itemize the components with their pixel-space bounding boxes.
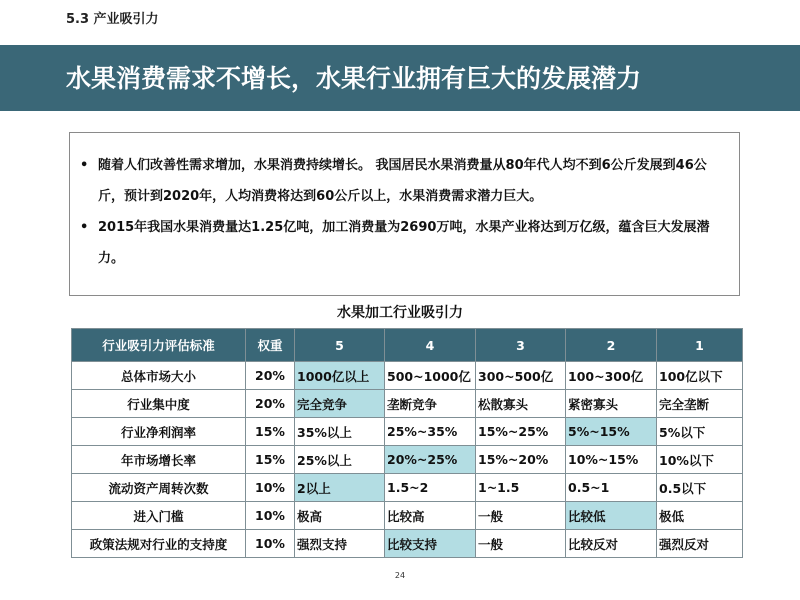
score-4-cell: 垄断竞争 bbox=[385, 390, 476, 418]
score-2-cell: 100~300亿 bbox=[566, 362, 657, 390]
criteria-cell: 政策法规对行业的支持度 bbox=[72, 530, 246, 558]
criteria-cell: 年市场增长率 bbox=[72, 446, 246, 474]
weight-cell: 15% bbox=[246, 418, 295, 446]
bullet-item bbox=[80, 212, 731, 274]
weight-cell: 10% bbox=[246, 502, 295, 530]
score-5-cell: 2以上 bbox=[295, 474, 385, 502]
score-3-cell: 300~500亿 bbox=[476, 362, 566, 390]
attractiveness-table bbox=[71, 328, 743, 558]
score-5-cell: 25%以上 bbox=[295, 446, 385, 474]
header-score-1: 1 bbox=[657, 329, 743, 362]
table-row bbox=[72, 474, 743, 502]
bullet-dot-icon: • bbox=[80, 220, 89, 235]
score-5-cell: 极高 bbox=[295, 502, 385, 530]
weight-cell: 20% bbox=[246, 362, 295, 390]
score-2-cell: 0.5~1 bbox=[566, 474, 657, 502]
criteria-cell: 流动资产周转次数 bbox=[72, 474, 246, 502]
score-2-cell: 10%~15% bbox=[566, 446, 657, 474]
header-score-4: 4 bbox=[385, 329, 476, 362]
header-criteria: 行业吸引力评估标准 bbox=[72, 329, 246, 362]
score-1-cell: 100亿以下 bbox=[657, 362, 743, 390]
score-4-cell: 20%~25% bbox=[385, 446, 476, 474]
score-3-cell: 15%~25% bbox=[476, 418, 566, 446]
bullet-text: 2015年我国水果消费量达1.25亿吨，加工消费量为2690万吨，水果产业将达到万亿级，蕴含巨大发展潜力。 bbox=[98, 220, 710, 266]
score-3-cell: 一般 bbox=[476, 530, 566, 558]
header-weight: 权重 bbox=[246, 329, 295, 362]
table-row bbox=[72, 502, 743, 530]
weight-cell: 10% bbox=[246, 474, 295, 502]
score-4-cell: 500~1000亿 bbox=[385, 362, 476, 390]
weight-cell: 10% bbox=[246, 530, 295, 558]
score-1-cell: 强烈反对 bbox=[657, 530, 743, 558]
table-row bbox=[72, 530, 743, 558]
bullet-box bbox=[69, 132, 740, 296]
table-title: 水果加工行业吸引力 bbox=[337, 305, 463, 321]
score-1-cell: 0.5以下 bbox=[657, 474, 743, 502]
score-1-cell: 极低 bbox=[657, 502, 743, 530]
weight-cell: 15% bbox=[246, 446, 295, 474]
score-1-cell: 完全垄断 bbox=[657, 390, 743, 418]
bullet-dot-icon: • bbox=[80, 158, 89, 173]
score-4-cell: 比较支持 bbox=[385, 530, 476, 558]
score-3-cell: 1~1.5 bbox=[476, 474, 566, 502]
score-5-cell: 35%以上 bbox=[295, 418, 385, 446]
table-row bbox=[72, 418, 743, 446]
score-1-cell: 10%以下 bbox=[657, 446, 743, 474]
criteria-cell: 总体市场大小 bbox=[72, 362, 246, 390]
score-1-cell: 5%以下 bbox=[657, 418, 743, 446]
page-number: 24 bbox=[394, 571, 406, 580]
slide-title: 水果消费需求不增长，水果行业拥有巨大的发展潜力 bbox=[66, 64, 642, 93]
table-row bbox=[72, 362, 743, 390]
score-2-cell: 5%~15% bbox=[566, 418, 657, 446]
score-3-cell: 松散寡头 bbox=[476, 390, 566, 418]
table-header-row bbox=[72, 329, 743, 362]
table-row bbox=[72, 390, 743, 418]
score-2-cell: 紧密寡头 bbox=[566, 390, 657, 418]
score-2-cell: 比较反对 bbox=[566, 530, 657, 558]
header-score-2: 2 bbox=[566, 329, 657, 362]
header-score-5: 5 bbox=[295, 329, 385, 362]
score-4-cell: 25%~35% bbox=[385, 418, 476, 446]
bullet-text: 随着人们改善性需求增加，水果消费持续增长。 我国居民水果消费量从80年代人均不到6公斤发展到46公斤，预计到2020年，人均消费将达到60公斤以上，水果消费需求潜力巨大。 bbox=[98, 158, 707, 204]
score-5-cell: 强烈支持 bbox=[295, 530, 385, 558]
score-5-cell: 完全竞争 bbox=[295, 390, 385, 418]
score-5-cell: 1000亿以上 bbox=[295, 362, 385, 390]
weight-cell: 20% bbox=[246, 390, 295, 418]
score-3-cell: 15%~20% bbox=[476, 446, 566, 474]
criteria-cell: 进入门槛 bbox=[72, 502, 246, 530]
header-score-3: 3 bbox=[476, 329, 566, 362]
score-4-cell: 比较高 bbox=[385, 502, 476, 530]
criteria-cell: 行业集中度 bbox=[72, 390, 246, 418]
criteria-cell: 行业净利润率 bbox=[72, 418, 246, 446]
section-label: 5.3 产业吸引力 bbox=[66, 12, 159, 27]
score-3-cell: 一般 bbox=[476, 502, 566, 530]
score-4-cell: 1.5~2 bbox=[385, 474, 476, 502]
table-row bbox=[72, 446, 743, 474]
title-banner bbox=[0, 45, 800, 111]
score-2-cell: 比较低 bbox=[566, 502, 657, 530]
bullet-item bbox=[80, 150, 731, 212]
